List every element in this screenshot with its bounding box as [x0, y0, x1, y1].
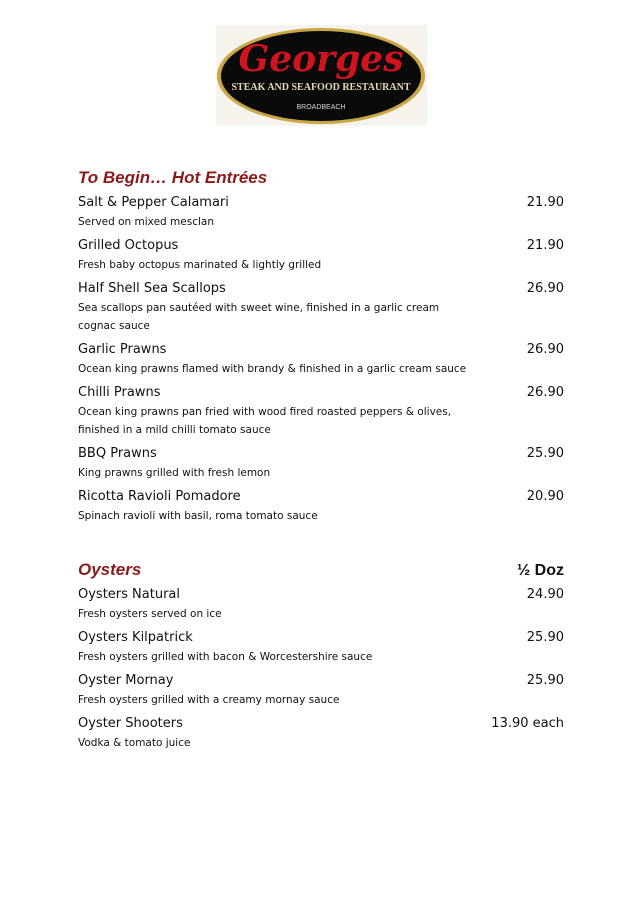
menu-item: [78, 237, 564, 274]
section-header: [78, 168, 564, 190]
menu-item: [78, 194, 564, 231]
item-price: 26.90: [526, 385, 564, 400]
item-description: King prawns grilled with fresh lemon: [78, 467, 271, 479]
item-name: Grilled Octopus: [78, 238, 179, 253]
item-description: Spinach ravioli with basil, roma tomato sauce: [78, 510, 318, 522]
item-name: Oyster Mornay: [78, 673, 174, 688]
item-name: Salt & Pepper Calamari: [78, 195, 229, 210]
item-price: 21.90: [526, 195, 564, 210]
section-title: Oysters: [78, 560, 142, 579]
item-name: BBQ Prawns: [78, 446, 157, 461]
item-price: 20.90: [526, 489, 564, 504]
restaurant-logo: [216, 25, 427, 126]
menu-item: [78, 341, 564, 378]
item-description: Served on mixed mesclan: [78, 216, 214, 228]
menu-item: [78, 488, 564, 525]
item-name: Oysters Kilpatrick: [78, 630, 193, 645]
section-oysters: [78, 560, 564, 752]
menu-item: [78, 280, 564, 335]
item-description: Ocean king prawns flamed with brandy & finished in a garlic cream sauce: [78, 363, 467, 375]
menu-item: [78, 629, 564, 666]
logo-tagline: STEAK AND SEAFOOD RESTAURANT: [231, 82, 411, 93]
section-note: ½ Doz: [516, 562, 564, 579]
item-price: 25.90: [526, 630, 564, 645]
item-price: 25.90: [526, 446, 564, 461]
item-description: Fresh oysters grilled with bacon & Worcestershire sauce: [78, 651, 373, 663]
item-name: Ricotta Ravioli Pomadore: [78, 489, 241, 504]
item-price: 25.90: [526, 673, 564, 688]
item-description: Fresh oysters grilled with a creamy mornay sauce: [78, 694, 340, 706]
menu-item: [78, 586, 564, 623]
item-name: Half Shell Sea Scallops: [78, 281, 226, 296]
item-price: 24.90: [526, 587, 564, 602]
section-hot-entrees: [78, 168, 564, 525]
logo-name: Georges: [238, 38, 404, 80]
section-title: To Begin… Hot Entrées: [78, 168, 268, 187]
item-description: Sea scallops pan sautéed with sweet wine, finished in a garlic cream cognac sauce: [78, 302, 440, 332]
item-description: Ocean king prawns pan fried with wood fired roasted peppers & olives, finished in a mild chilli tomato sauce: [78, 406, 452, 436]
item-description: Fresh baby octopus marinated & lightly grilled: [78, 259, 322, 271]
logo-graphic: [216, 25, 427, 126]
item-name: Chilli Prawns: [78, 385, 161, 400]
item-description: Vodka & tomato juice: [78, 737, 191, 749]
item-name: Oyster Shooters: [78, 716, 183, 731]
item-price: 21.90: [526, 238, 564, 253]
section-header: [78, 560, 564, 582]
menu-item: [78, 445, 564, 482]
menu-item: [78, 715, 564, 752]
item-price: 13.90 each: [491, 716, 564, 731]
menu-item: [78, 672, 564, 709]
item-name: Garlic Prawns: [78, 342, 167, 357]
logo-location: BROADBEACH: [296, 104, 346, 111]
menu-item: [78, 384, 564, 439]
item-price: 26.90: [526, 342, 564, 357]
item-description: Fresh oysters served on ice: [78, 608, 222, 620]
item-price: 26.90: [526, 281, 564, 296]
item-name: Oysters Natural: [78, 587, 180, 602]
